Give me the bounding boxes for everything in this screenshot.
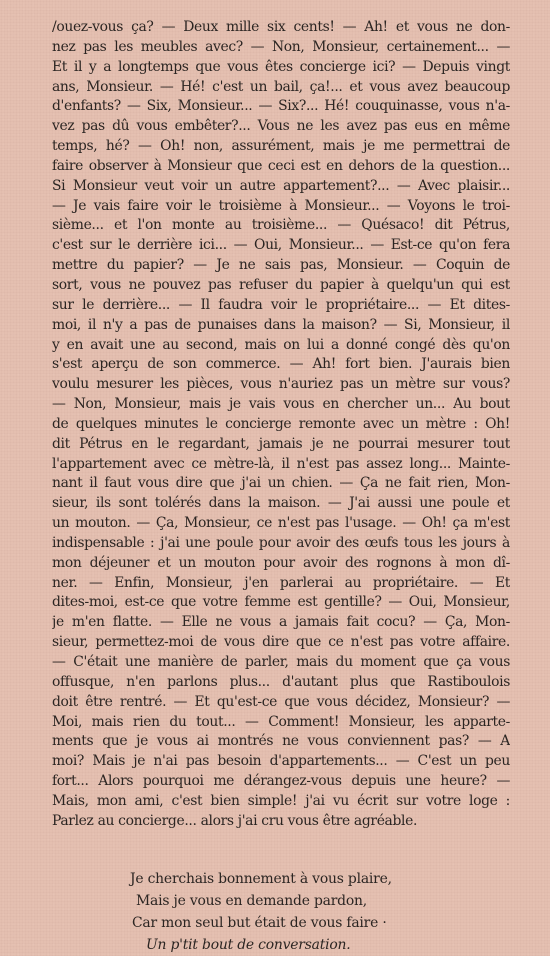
verse-line: Un p'tit bout de conversation. (146, 936, 351, 953)
prose-line: Et il y a longtemps que vous êtes concierge ici? — Depuis vingt (52, 58, 510, 75)
prose-line: indispensable : j'ai une poule pour avoir des œufs tous les jours à (52, 534, 510, 551)
verse-line: Je cherchais bonnement à vous plaire, (130, 870, 392, 887)
prose-line: /ouez-vous ça? — Deux mille six cents! — Ah! et vous ne don- (52, 19, 510, 35)
prose-line: sort, vous ne pouvez pas refuser du papier à quelqu'un qui est (52, 276, 510, 293)
prose-line: de quelques minutes le concierge remonte avec un mètre : Oh! (52, 415, 510, 432)
prose-line: faire observer à Monsieur que ceci est en dehors de la question... (52, 157, 510, 174)
prose-line: — Je vais faire voir le troisième à Monsieur... — Voyons le troi- (52, 197, 510, 214)
prose-line: Parlez au concierge... alors j'ai cru vous être agréable. (52, 812, 418, 829)
prose-line: c'est sur le derrière ici... — Oui, Monsieur... — Est-ce qu'on fera (52, 237, 510, 254)
prose-line: moi? Mais je n'ai pas besoin d'appartements... — C'est un peu (52, 753, 510, 770)
prose-line: Mais, mon ami, c'est bien simple! j'ai vu écrit sur votre loge : (52, 792, 510, 809)
prose-line: — Non, Monsieur, mais je vais vous en chercher un... Au bout (52, 396, 510, 413)
prose-line: ments que je vous ai montrés ne vous conviennent pas? — A (52, 733, 510, 750)
prose-line: d'enfants? — Six, Monsieur... — Six?... Hé! couquinasse, vous n'a- (52, 98, 510, 115)
prose-line: nez pas les meubles avec? — Non, Monsieur, certainement... — (52, 38, 510, 55)
prose-line: s'est aperçu de son commerce. — Ah! fort bien. J'aurais bien (52, 356, 510, 373)
prose-line: nant il faut vous dire que j'ai un chien. — Ça ne fait rien, Mon- (52, 475, 510, 492)
prose-line: sieur, permettez-moi de vous dire que ce n'est pas votre affaire. (52, 634, 510, 651)
prose-line: temps, hé? — Oh! non, assurément, mais je me permettrai de (52, 138, 510, 155)
prose-line: fort... Alors pourquoi me dérangez-vous depuis une heure? — (52, 773, 510, 790)
prose-line: — C'était une manière de parler, mais du moment que ça vous (52, 654, 510, 670)
prose-line: un mouton. — Ça, Monsieur, ce n'est pas l'usage. — Oh! ça m'est (52, 515, 510, 532)
verse-line: Car mon seul but était de vous faire · (132, 914, 387, 931)
prose-line: ans, Monsieur. — Hé! c'est un bail, ça!... et vous avez beaucoup (52, 78, 510, 95)
prose-line: dit Pétrus en le regardant, jamais je ne pourrai mesurer tout (52, 435, 510, 452)
prose-line: sieur, ils sont tolérés dans la maison. — J'ai aussi une poule et (52, 495, 510, 512)
prose-line: Moi, mais rien du tout... — Comment! Monsieur, les apparte- (52, 713, 510, 730)
prose-line: moi, il n'y a pas de punaises dans la maison? — Si, Monsieur, il (52, 316, 510, 333)
prose-line: y en avait une au second, mais on lui a donné congé dès qu'on (52, 336, 510, 353)
prose-line: ner. — Enfin, Monsieur, j'en parlerai au propriétaire. — Et (52, 574, 510, 591)
prose-line: vez pas dû vous embêter?... Vous ne les avez pas eus en même (52, 118, 510, 135)
prose-paragraph (52, 18, 510, 832)
prose-line: dites-moi, est-ce que votre femme est gentille? — Oui, Monsieur, (52, 594, 510, 611)
prose-line: voulu mesurer les pièces, vous n'auriez pas un mètre sur vous? (52, 376, 510, 393)
prose-line: sur le derrière... — Il faudra voir le propriétaire... — Et dites- (52, 296, 510, 313)
verse-line: Mais je vous en demande pardon, (136, 892, 367, 909)
prose-line: doit être rentré. — Et qu'est-ce que vous décidez, Monsieur? — (52, 693, 510, 710)
prose-line: Si Monsieur veut voir un autre appartement?... — Avec plaisir... (52, 177, 510, 194)
prose-line: mon déjeuner et un mouton pour avoir des rognons à mon dî- (52, 554, 510, 571)
prose-line: mettre du papier? — Je ne sais pas, Monsieur. — Coquin de (52, 257, 510, 274)
prose-line: je m'en flatte. — Elle ne vous a jamais fait cocu? — Ça, Mon- (52, 614, 510, 631)
prose-line: sième... et l'on monte au troisième... — Quésaco! dit Pétrus, (52, 217, 510, 234)
verse-stanza (130, 868, 510, 956)
prose-line: offusque, n'en parlons plus... d'autant plus que Rastiboulois (52, 673, 510, 690)
prose-line: l'appartement avec ce mètre-là, il n'est pas assez long... Mainte- (52, 455, 510, 472)
